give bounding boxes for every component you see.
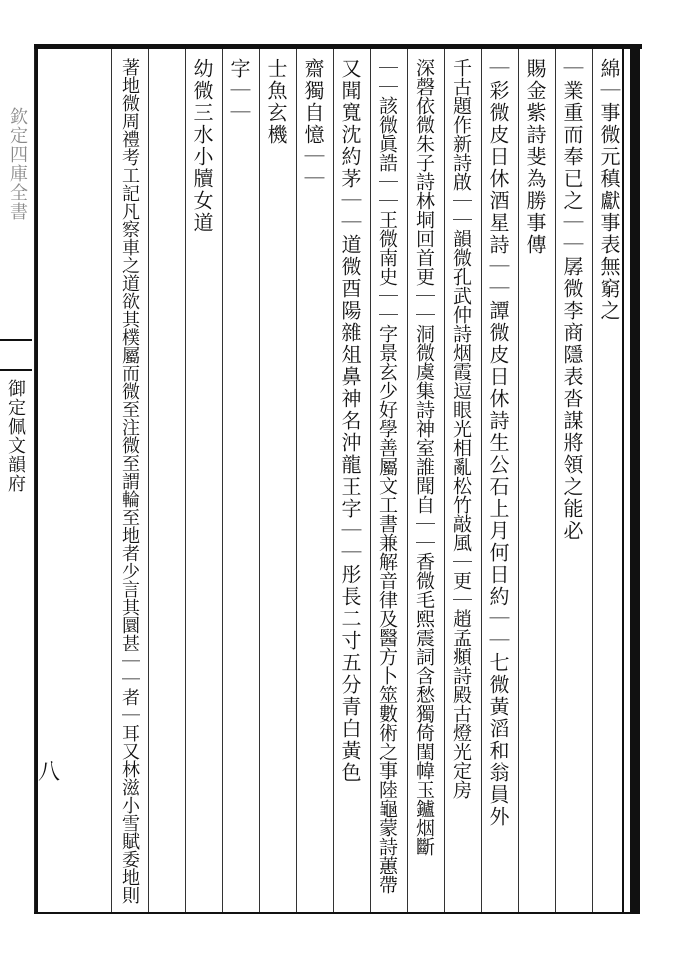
frame-top-border xyxy=(36,44,642,49)
text-column-2: ｜業重而奉已之｜｜孱微李商隱表沓謀將領之能必 xyxy=(560,58,584,542)
text-column-1: 綿｜事微元稹獻事表無窮之 xyxy=(597,58,621,322)
text-column-11: 字｜｜ xyxy=(227,58,251,124)
column-rule xyxy=(592,49,593,912)
column-rule xyxy=(296,49,297,912)
frame-right-inner-border xyxy=(622,44,624,914)
text-column-5: 千古題作新詩啟｜｜韻微孔武仲詩烟霞逗眼光相亂松竹敲風｜更｜趙孟頫詩殿古燈光定房 xyxy=(450,58,472,799)
text-column-12: 著地微周禮考工記凡察車之道欲其樸屬而微至注微至謂輪至地者少言其圜甚｜｜者｜耳又林滋小雪賦委地則 xyxy=(119,58,140,904)
book-title-label: 御定佩文韻府 xyxy=(5,379,26,493)
text-column-7: ｜｜該微眞誥｜｜王微南史｜｜字景玄少好學善屬文工書兼解音律及醫方卜筮數術之事陸龜蒙詩蕙帶 xyxy=(376,58,398,894)
page-number: 八 xyxy=(38,760,61,785)
column-rule xyxy=(555,49,556,912)
text-column-10: 士魚玄機 xyxy=(264,58,288,146)
column-rule xyxy=(407,49,408,912)
column-rule xyxy=(518,49,519,912)
frame-bottom-border xyxy=(36,912,640,914)
gutter-faint-text: 欽定四庫全書 xyxy=(7,107,28,221)
text-column-4: ｜彩微皮日休酒星詩｜｜譚微皮日休詩生公石上月何日約｜｜七微黃滔和翁員外 xyxy=(486,58,510,828)
column-rule xyxy=(370,49,371,912)
column-rule xyxy=(111,49,112,912)
column-rule xyxy=(259,49,260,912)
column-rule xyxy=(222,49,223,912)
frame-right-border xyxy=(630,44,640,914)
column-rule xyxy=(481,49,482,912)
column-rule xyxy=(333,49,334,912)
column-rule xyxy=(148,49,149,912)
text-column-9: 齋獨自憶｜｜ xyxy=(301,58,325,190)
column-rule xyxy=(444,49,445,912)
gutter xyxy=(0,49,35,912)
text-column-3: 賜金紫詩斐為勝事傳 xyxy=(523,58,547,256)
column-rule xyxy=(185,49,186,912)
text-column-13: 幼微三水小牘女道 xyxy=(190,58,214,234)
text-column-6: 深磬依微朱子詩林垌回首更｜｜洞微虞集詩神室誰聞自｜｜香微毛熙震詞含愁獨倚閨幃玉鑪烟斷 xyxy=(413,58,435,856)
fishtail-mark xyxy=(0,339,32,371)
text-column-8: 又聞寬沈約茅｜｜道微酉陽雜俎鼻神名沖龍王字｜｜彤長二寸五分青白黃色 xyxy=(338,58,362,784)
